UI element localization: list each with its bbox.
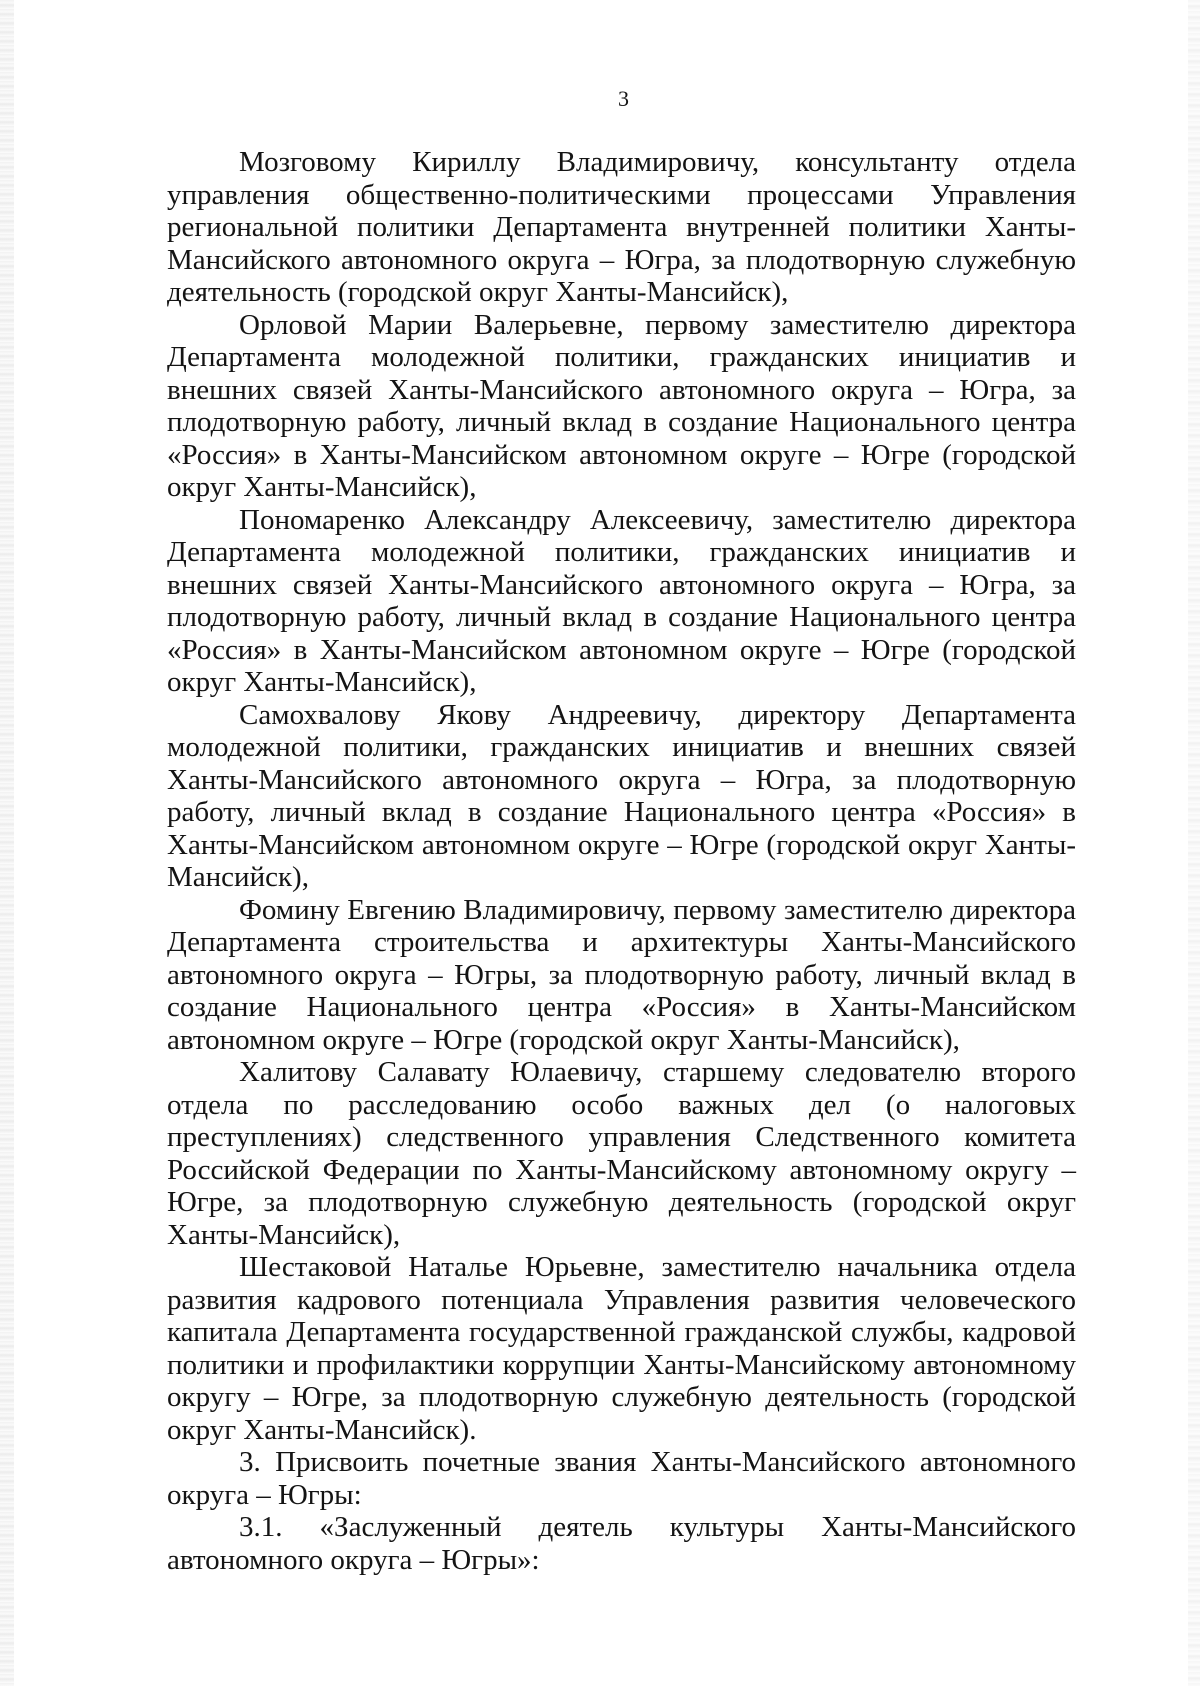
scan-edge-right [1188, 0, 1200, 1686]
paragraph-mozgovoy: Мозговому Кириллу Владимировичу, консультанту отдела управления общественно-политическими процессами Управления региональной политики Департамента внутренней политики Ханты-Мансийского автономного округа – Югра, за плодотворную служебную деятельность (городской округ Ханты-Мансийск), [167, 146, 1076, 308]
document-body [167, 146, 1076, 1576]
paragraph-orlova: Орловой Марии Валерьевне, первому заместителю директора Департамента молодежной политики, гражданских инициатив и внешних связей Ханты-Мансийского автономного округа – Югра, за плодотворную работу, личный вклад в создание Национального центра «Россия» в Ханты-Мансийском автономном округе – Югре (городской округ Ханты-Мансийск), [167, 308, 1076, 503]
paragraph-shestakova: Шестаковой Наталье Юрьевне, заместителю начальника отдела развития кадрового потенциала Управления развития человеческого капитала Департамента государственной гражданской службы, кадровой политики и профилактики коррупции Ханты-Мансийскому автономному округу – Югре, за плодотворную служебную деятельность (городской округ Ханты-Мансийск). [167, 1251, 1076, 1446]
page-number: 3 [618, 86, 629, 111]
scan-edge-left [0, 0, 14, 1686]
paragraph-item-3-1: 3.1. «Заслуженный деятель культуры Ханты-Мансийского автономного округа – Югры»: [167, 1511, 1076, 1576]
paragraph-fomin: Фомину Евгению Владимировичу, первому заместителю директора Департамента строительства и архитектуры Ханты-Мансийского автономного округа – Югры, за плодотворную работу, личный вклад в создание Национального центра «Россия» в Ханты-Мансийском автономном округе – Югре (городской округ Ханты-Мансийск), [167, 893, 1076, 1056]
paragraph-samokhvalov: Самохвалову Якову Андреевичу, директору Департамента молодежной политики, гражданских инициатив и внешних связей Ханты-Мансийского автономного округа – Югра, за плодотворную работу, личный вклад в создание Национального центра «Россия» в Ханты-Мансийском автономном округе – Югре (городской округ Ханты-Мансийск), [167, 698, 1076, 893]
paragraph-ponomarenko: Пономаренко Александру Алексеевичу, заместителю директора Департамента молодежной политики, гражданских инициатив и внешних связей Ханты-Мансийского автономного округа – Югра, за плодотворную работу, личный вклад в создание Национального центра «Россия» в Ханты-Мансийском автономном округе – Югре (городской округ Ханты-Мансийск), [167, 503, 1076, 698]
paragraph-khalitov: Халитову Салавату Юлаевичу, старшему следователю второго отдела по расследованию особо важных дел (о налоговых преступлениях) следственного управления Следственного комитета Российской Федерации по Ханты-Мансийскому автономному округу – Югре, за плодотворную служебную деятельность (городской округ Ханты-Мансийск), [167, 1056, 1076, 1251]
paragraph-item-3: 3. Присвоить почетные звания Ханты-Мансийского автономного округа – Югры: [167, 1446, 1076, 1511]
